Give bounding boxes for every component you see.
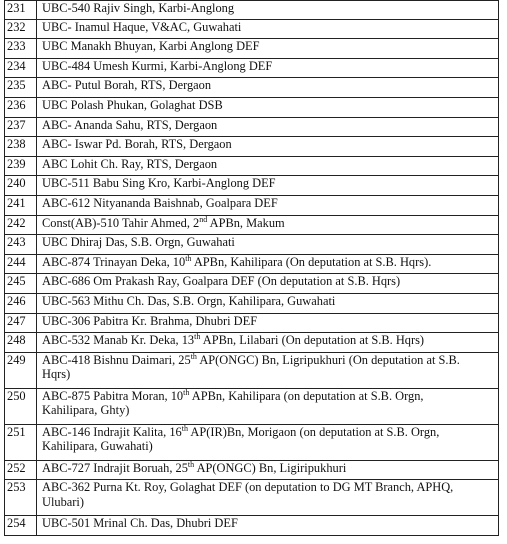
ordinal-suffix: th [190, 351, 197, 361]
table-row [4, 255, 499, 275]
row-text-line [42, 353, 494, 367]
row-text [37, 1, 498, 19]
row-text [37, 137, 498, 156]
row-text [37, 59, 498, 78]
row-text-post: AP(ONGC) Bn, Ligiripukhuri [194, 460, 347, 475]
row-number: 242 [5, 216, 37, 235]
row-text-line: UBC-484 Umesh Kurmi, Karbi-Anglong DEF [42, 58, 273, 73]
row-text-line: ABC-686 Om Prakash Ray, Goalpara DEF (On deputation at S.B. Hqrs) [42, 274, 401, 289]
table-row [4, 389, 499, 425]
row-text-pre: ABC-874 Trinayan Deka, 10 [42, 254, 186, 269]
table-row [4, 59, 499, 79]
ordinal-suffix: th [181, 423, 188, 433]
row-text-line: ABC Lohit Ch. Ray, RTS, Dergaon [42, 156, 218, 171]
row-text [37, 157, 498, 176]
row-text [37, 176, 498, 195]
row-text-post: APBn, Lilabari (On deputation at S.B. Hqrs) [200, 333, 425, 348]
row-text-line: UBC-306 Pabitra Kr. Brahma, Dhubri DEF [42, 313, 258, 328]
row-number: 250 [5, 389, 37, 424]
row-number: 231 [5, 1, 37, 19]
row-text [37, 216, 498, 235]
table-row [4, 176, 499, 196]
row-text-line: ABC- Iswar Pd. Borah, RTS, Dergaon [42, 137, 232, 152]
row-text-pre: Const(AB)-510 Tahir Ahmed, 2 [42, 215, 200, 230]
row-number: 248 [5, 333, 37, 352]
row-text [37, 516, 498, 535]
row-number: 251 [5, 425, 37, 460]
row-number: 245 [5, 274, 37, 293]
row-number: 247 [5, 314, 37, 333]
row-number: 253 [5, 480, 37, 515]
table-row [4, 137, 499, 157]
row-text [37, 389, 498, 424]
row-number: 241 [5, 196, 37, 215]
row-number: 254 [5, 516, 37, 535]
row-text [37, 314, 498, 333]
row-text-line: UBC-540 Rajiv Singh, Karbi-Anglong [42, 1, 235, 15]
row-text [37, 118, 498, 137]
row-text-pre: ABC-727 Indrajit Boruah, 25 [42, 460, 188, 475]
row-text-pre: ABC-875 Pabitra Moran, 10 [42, 388, 184, 403]
ordinal-suffix: th [187, 459, 195, 469]
table-row [4, 314, 499, 334]
row-number: 233 [5, 39, 37, 58]
table-row [4, 461, 499, 481]
table-row [4, 0, 499, 20]
table-row [4, 425, 499, 461]
row-text-line [42, 461, 494, 475]
ordinal-suffix: th [183, 387, 190, 397]
row-text-line: UBC Dhiraj Das, S.B. Orgn, Guwahati [42, 235, 235, 250]
row-text [37, 461, 498, 480]
ordinal-suffix: th [194, 331, 201, 341]
document-table [4, 0, 499, 536]
ordinal-suffix: th [185, 253, 192, 263]
row-text-pre: ABC-418 Bishnu Daimari, 25 [42, 352, 191, 367]
table-row [4, 39, 499, 59]
row-text-post: AP(ONGC) Bn, Ligripukhuri (On deputation at S.B. [196, 352, 460, 367]
row-text-line [42, 216, 494, 230]
row-text [37, 98, 498, 117]
row-text-post: AP(IR)Bn, Morigaon (on deputation at S.B. Orgn, [187, 424, 440, 439]
row-text-line-2: Hqrs) [42, 366, 71, 381]
table-row [4, 98, 499, 118]
row-text-line [42, 333, 494, 347]
row-text-post: APBn, Kahilipara (on deputation at S.B. Orgn, [189, 388, 424, 403]
ordinal-suffix: nd [199, 214, 208, 224]
row-text-line-2: Kahilipara, Guwahati) [42, 438, 153, 453]
row-text-line [42, 255, 494, 269]
row-number: 246 [5, 294, 37, 313]
row-number: 243 [5, 235, 37, 254]
table-row [4, 196, 499, 216]
row-number: 249 [5, 353, 37, 388]
row-text-line [42, 425, 494, 439]
row-number: 239 [5, 157, 37, 176]
table-row [4, 157, 499, 177]
row-number: 240 [5, 176, 37, 195]
row-number: 236 [5, 98, 37, 117]
row-text-line: ABC-362 Purna Kt. Roy, Golaghat DEF (on deputation to DG MT Branch, APHQ, [42, 480, 454, 495]
row-number: 237 [5, 118, 37, 137]
row-text-line: ABC- Putul Borah, RTS, Dergaon [42, 78, 212, 93]
row-number: 238 [5, 137, 37, 156]
row-text [37, 20, 498, 39]
table-row [4, 353, 499, 389]
row-text-post: APBn, Kahilipara (On deputation at S.B. Hqrs). [191, 254, 432, 269]
row-text-line-2: Kahilipara, Ghty) [42, 402, 130, 417]
table-row [4, 216, 499, 236]
table-row [4, 118, 499, 138]
table-row [4, 333, 499, 353]
table-row [4, 516, 499, 536]
row-text [37, 353, 498, 388]
row-text-line: UBC- Inamul Haque, V&AC, Guwahati [42, 19, 242, 34]
row-text-line: UBC-511 Babu Sing Kro, Karbi-Anglong DEF [42, 176, 276, 191]
row-number: 252 [5, 461, 37, 480]
row-text [37, 196, 498, 215]
row-text-line: ABC-612 Nityananda Baishnab, Goalpara DEF [42, 195, 278, 210]
row-text-line: UBC Manakh Bhuyan, Karbi Anglong DEF [42, 39, 260, 54]
table-row [4, 294, 499, 314]
table-row [4, 480, 499, 516]
row-text [37, 274, 498, 293]
row-text-pre: ABC-146 Indrajit Kalita, 16 [42, 424, 182, 439]
row-text [37, 235, 498, 254]
row-text-pre: ABC-532 Manab Kr. Deka, 13 [42, 333, 195, 348]
row-text-line-2: Ulubari) [42, 494, 84, 509]
table-row [4, 20, 499, 40]
row-text [37, 425, 498, 460]
row-text-line: UBC Polash Phukan, Golaghat DSB [42, 97, 223, 112]
row-number: 234 [5, 59, 37, 78]
row-text [37, 294, 498, 313]
row-text [37, 333, 498, 352]
row-text-line: ABC- Ananda Sahu, RTS, Dergaon [42, 117, 218, 132]
row-number: 244 [5, 255, 37, 274]
table-row [4, 78, 499, 98]
table-row [4, 235, 499, 255]
table-row [4, 274, 499, 294]
row-text [37, 78, 498, 97]
row-text [37, 255, 498, 274]
row-text-line [42, 389, 494, 403]
row-number: 235 [5, 78, 37, 97]
row-number: 232 [5, 20, 37, 39]
row-text-line: UBC-563 Mithu Ch. Das, S.B. Orgn, Kahilipara, Guwahati [42, 293, 336, 308]
row-text [37, 39, 498, 58]
row-text [37, 480, 498, 515]
row-text-line: UBC-501 Mrinal Ch. Das, Dhubri DEF [42, 516, 238, 531]
row-text-post: APBn, Makum [207, 215, 285, 230]
